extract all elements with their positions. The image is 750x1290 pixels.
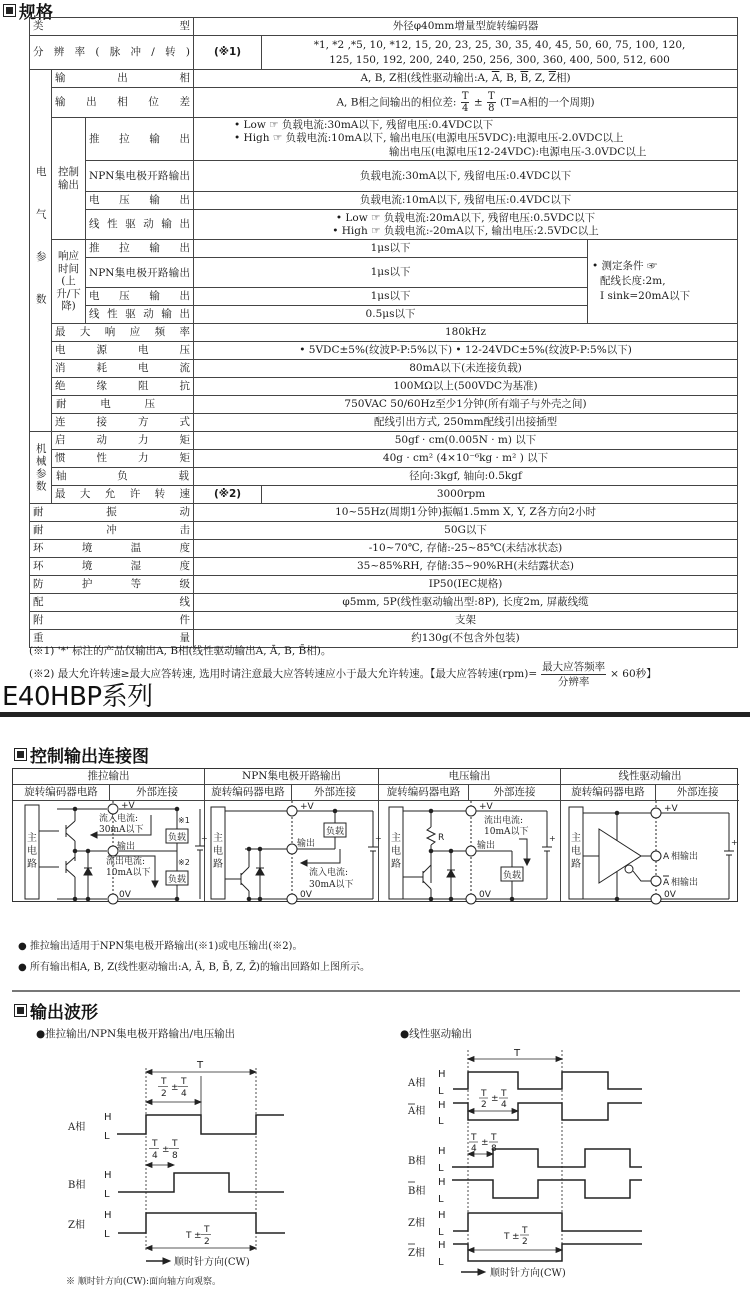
connection-diagrams [12, 768, 738, 902]
row-resp-push-pull: 响应时间(上升/下降) 推拉输出 1μs以下 • 测定条件 ☞ 配线长度:2m, I sink=20mA以下 [30, 240, 738, 258]
svg-text:T: T [501, 1089, 507, 1099]
svg-text:2: 2 [161, 1089, 167, 1099]
svg-text:T: T [491, 1133, 497, 1143]
svg-text:2: 2 [522, 1237, 528, 1247]
svg-text:+V: +V [121, 801, 135, 811]
svg-text:0V: 0V [119, 890, 131, 900]
footnote-2: (※2) 最大允许转速≥最大应答转速, 选用时请注意最大应答转速应小于最大允许转速。【最大应答转速(rpm)= $\frac{\text{最大应答频率}}{\text{分辨率}}$ × 60秒】 [29, 661, 657, 688]
svg-text:2: 2 [481, 1100, 487, 1110]
svg-text:B相: B相 [408, 1156, 426, 1167]
svg-text:±: ± [491, 1094, 499, 1104]
svg-text:T: T [504, 1232, 510, 1242]
panel-voltage-output: 电压输出 旋转编码器电路 外部连接 主 电 路 +V R 输出 0V 负载 流出电流: 10mA以下 + [379, 769, 561, 901]
svg-text:±: ± [512, 1232, 520, 1242]
row-vibration: 耐振动 10~55Hz(周期1分钟)振幅1.5mm X, Y, Z各方向2小时 [30, 504, 738, 522]
svg-text:H: H [104, 1210, 112, 1221]
row-push-pull: 控制输出 推拉输出 • Low ☞ 负载电流:30mA以下, 残留电压:0.4VDC以下 • High ☞ 负载电流:10mA以下, 输出电压(电源电压5VDC):电源电压-2.0VDC以上 输出电压(电源电压12-24VDC):电源电压-3.0VDC以上 [30, 118, 738, 161]
svg-text:T: T [471, 1133, 477, 1143]
svg-text:电: 电 [27, 846, 37, 857]
svg-text:+: + [549, 834, 556, 843]
panel-push-pull: 推拉输出 旋转编码器电路 外部连接 主 电 路 +V 负载 负载 ※1 ※2 输出 0V 流入电流: 30mA以下 流出电流: 10mA以下 + [13, 769, 205, 901]
svg-text:输出: 输出 [117, 842, 136, 852]
row-voltage-out: 电压输出 负载电流:10mA以下, 残留电压:0.4VDC以下 [30, 192, 738, 210]
line-driver-circuit-diagram [561, 801, 739, 903]
row-line-driver: 线性驱动输出 • Low ☞ 负载电流:20mA以下, 残留电压:0.5VDC以下 • High ☞ 负载电流:-20mA以下, 输出电压:2.5VDC以上 [30, 210, 738, 240]
row-insulation: 绝缘阻抗 100MΩ以上(500VDC为基准) [30, 378, 738, 396]
svg-text:10mA以下: 10mA以下 [484, 827, 529, 837]
svg-text:+: + [731, 838, 738, 847]
svg-text:+V: +V [664, 804, 678, 814]
row-output-phase: 电气参数 输出相 A, B, Z相(线性驱动输出:A, $\overline{A}$, B, $\overline{B}$, Z, $\overline{Z}$相) [30, 70, 738, 88]
svg-text:负载: 负载 [168, 833, 187, 843]
svg-text:L: L [438, 1257, 444, 1268]
row-protection: 防护等级 IP50(IEC规格) [30, 576, 738, 594]
svg-text:主: 主 [571, 833, 581, 844]
svg-text:Z相: Z相 [408, 1218, 425, 1229]
waveform-right-diagram [380, 1040, 750, 1290]
svg-text:T: T [514, 1048, 521, 1059]
svg-text:±: ± [481, 1138, 489, 1148]
svg-text:负载: 负载 [503, 871, 522, 881]
svg-text:※ 顺时针方向(CW):面向轴方向观察。: ※ 顺时针方向(CW):面向轴方向观察。 [66, 1277, 222, 1287]
svg-text:0V: 0V [479, 890, 491, 900]
panel-npn-open-collector: NPN集电极开路输出 旋转编码器电路 外部连接 主 电 路 +V 输出 0V 负载 流入电流: 30mA以下 + [205, 769, 379, 901]
svg-text:R: R [438, 833, 445, 843]
row-cable: 配线 φ5mm, 5P(线性驱动输出型:8P), 长度2m, 屏蔽线缆 [30, 594, 738, 612]
svg-text:0V: 0V [664, 890, 676, 900]
row-dielectric: 耐电压 750VAC 50/60Hz至少1分钟(所有端子与外壳之间) [30, 396, 738, 414]
row-resp-voltage: 电压输出 1μs以下 [30, 288, 738, 306]
svg-text:流入电流:: 流入电流: [99, 814, 139, 824]
svg-text:T: T [181, 1077, 187, 1087]
row-phase-diff: 输出相位差 A, B相之间输出的相位差: $\frac{T}{4}$ ± $\frac{T}{8}$ (T=A相的一个周期) [30, 88, 738, 118]
svg-text:+V: +V [479, 802, 493, 812]
svg-text:L: L [104, 1131, 110, 1142]
svg-text:输出: 输出 [297, 839, 316, 849]
svg-text:Z相: Z相 [408, 1248, 425, 1259]
svg-text:T: T [522, 1226, 528, 1236]
svg-text:A相: A相 [408, 1078, 426, 1089]
svg-text:相输出: 相输出 [671, 878, 699, 888]
spec-table [29, 17, 738, 648]
row-max-freq: 最大响应频率 180kHz [30, 324, 738, 342]
svg-text:H: H [438, 1177, 446, 1188]
svg-text:+V: +V [300, 802, 314, 812]
waveform-section-title: 输出波形 [14, 998, 98, 1023]
square-bullet-icon [14, 1004, 27, 1017]
svg-text:T: T [161, 1077, 167, 1087]
svg-text:T: T [152, 1139, 158, 1149]
svg-text:2: 2 [204, 1237, 210, 1247]
svg-text:H: H [104, 1170, 112, 1181]
row-npn-open: NPN集电极开路输出 负载电流:30mA以下, 残留电压:0.4VDC以下 [30, 161, 738, 192]
svg-text:±: ± [171, 1083, 179, 1093]
svg-text:4: 4 [152, 1151, 158, 1161]
svg-text:30mA以下: 30mA以下 [99, 825, 144, 835]
series-divider [0, 712, 750, 717]
svg-text:4: 4 [471, 1144, 477, 1154]
svg-text:4: 4 [501, 1100, 507, 1110]
svg-text:顺时针方向(CW): 顺时针方向(CW) [174, 1257, 250, 1268]
svg-text:H: H [438, 1100, 446, 1111]
svg-text:L: L [438, 1194, 444, 1205]
row-temperature: 环境温度 -10~70℃, 存储:-25~85℃(未结冰状态) [30, 540, 738, 558]
svg-text:顺时针方向(CW): 顺时针方向(CW) [490, 1268, 566, 1279]
row-weight: 重量 约130g(不包含外包装) [30, 630, 738, 648]
svg-text:输出: 输出 [477, 841, 496, 851]
svg-text:L: L [104, 1229, 110, 1240]
connection-notes: ● 推拉输出适用于NPN集电极开路输出(※1)或电压输出(※2)。 ● 所有输出相A, B, Z(线性驱动输出:A, Ā, B, B̄, Z, Z̄)的输出回路如上图所示。 [18, 941, 370, 973]
row-accessory: 附件 支架 [30, 612, 738, 630]
svg-text:L: L [438, 1227, 444, 1238]
svg-text:L: L [104, 1189, 110, 1200]
waveform-right-title: ●线性驱动输出 [400, 1028, 473, 1040]
footnote-1: (※1) '*' 标注的产品仅输出A, B相(线性驱动输出A, Ā, B, B̄相)。 [29, 645, 332, 657]
square-bullet-icon [3, 4, 16, 17]
svg-text:10mA以下: 10mA以下 [106, 868, 151, 878]
svg-text:T: T [204, 1225, 210, 1235]
row-shaft-load: 轴负载 径向:3kgf, 轴向:0.5kgf [30, 468, 738, 486]
svg-text:+: + [201, 834, 208, 843]
svg-text:±: ± [194, 1231, 202, 1241]
svg-text:H: H [104, 1112, 112, 1123]
npn-circuit-diagram [205, 801, 382, 903]
section-divider [12, 990, 740, 992]
svg-text:+: + [375, 834, 382, 843]
svg-text:流入电流:: 流入电流: [309, 868, 349, 878]
svg-text:8: 8 [172, 1151, 178, 1161]
svg-text:H: H [438, 1069, 446, 1080]
row-type: 类型 外径φ40mm增量型旋转编码器 [30, 18, 738, 36]
svg-text:电: 电 [391, 846, 401, 857]
row-power: 电源电压 • 5VDC±5%(纹波P-P:5%以下) • 12-24VDC±5%(纹波P-P:5%以下) [30, 342, 738, 360]
square-bullet-icon [14, 748, 27, 761]
panel-line-driver: 线性驱动输出 旋转编码器电路 外部连接 主 电 路 +V 0V A 相输出 A 相输出 + [561, 769, 739, 901]
svg-text:路: 路 [571, 859, 581, 870]
push-pull-circuit-diagram [13, 801, 208, 903]
series-title: E40HBP系列 [2, 682, 153, 712]
svg-text:Z相: Z相 [68, 1220, 85, 1231]
waveform-left-title: ●推拉输出/NPN集电极开路输出/电压输出 [36, 1028, 236, 1040]
svg-text:H: H [438, 1210, 446, 1221]
svg-text:B相: B相 [408, 1186, 426, 1197]
svg-text:路: 路 [213, 859, 223, 870]
row-shock: 耐冲击 50G以下 [30, 522, 738, 540]
waveform-left-diagram [0, 1040, 380, 1290]
svg-text:相输出: 相输出 [671, 852, 699, 862]
svg-text:流出电流:: 流出电流: [106, 857, 146, 867]
svg-text:A相: A相 [408, 1106, 426, 1117]
svg-text:T: T [197, 1060, 204, 1071]
row-current: 消耗电流 80mA以下(未连接负载) [30, 360, 738, 378]
svg-text:电: 电 [213, 846, 223, 857]
svg-text:路: 路 [391, 859, 401, 870]
svg-text:4: 4 [181, 1089, 187, 1099]
svg-text:A: A [663, 852, 670, 862]
svg-text:T: T [172, 1139, 178, 1149]
svg-text:30mA以下: 30mA以下 [309, 880, 354, 890]
svg-text:L: L [438, 1116, 444, 1127]
voltage-circuit-diagram [379, 801, 561, 903]
svg-text:±: ± [162, 1145, 170, 1155]
connection-section-title: 控制输出连接图 [14, 742, 149, 767]
row-resp-npn: NPN集电极开路输出 1μs以下 [30, 258, 738, 288]
svg-text:H: H [438, 1146, 446, 1157]
svg-text:T: T [186, 1231, 192, 1241]
row-inertia: 惯性力矩 40g · cm² (4×10⁻⁶kg · m² ) 以下 [30, 450, 738, 468]
svg-text:B相: B相 [68, 1180, 86, 1191]
svg-text:※1: ※1 [178, 816, 190, 825]
svg-text:主: 主 [27, 833, 37, 844]
svg-text:※2: ※2 [178, 858, 190, 867]
svg-text:路: 路 [27, 859, 37, 870]
svg-text:负载: 负载 [168, 875, 187, 885]
svg-text:L: L [438, 1086, 444, 1097]
svg-text:A相: A相 [68, 1122, 86, 1133]
row-humidity: 环境湿度 35~85%RH, 存储:35~90%RH(未结露状态) [30, 558, 738, 576]
row-resp-line: 线性驱动输出 0.5μs以下 [30, 306, 738, 324]
svg-text:流出电流:: 流出电流: [484, 816, 524, 826]
row-start-torque: 机械参数 启动力矩 50gf · cm(0.005N · m) 以下 [30, 432, 738, 450]
row-connection: 连接方式 配线引出方式, 250mm配线引出接插型 [30, 414, 738, 432]
svg-text:电: 电 [571, 846, 581, 857]
svg-text:A: A [663, 878, 670, 888]
svg-text:主: 主 [391, 833, 401, 844]
row-max-speed: 最大允许转速 (※2) 3000rpm [30, 486, 738, 504]
svg-text:主: 主 [213, 833, 223, 844]
svg-text:L: L [438, 1163, 444, 1174]
spec-section-title: 规格 [3, 0, 53, 23]
svg-text:0V: 0V [300, 890, 312, 900]
svg-text:H: H [438, 1240, 446, 1251]
svg-text:T: T [481, 1089, 487, 1099]
svg-text:8: 8 [491, 1144, 497, 1154]
svg-text:负载: 负载 [326, 827, 345, 837]
row-resolution: 分辨率(脉冲/转) (※1) *1, *2 ,*5, 10, *12, 15, 20, 23, 25, 30, 35, 40, 45, 50, 60, 75, 100, 120, 125, 150, 192, 200, 240, 250, 256, 300, 360, 400, 500, 512, 600 [30, 36, 738, 70]
